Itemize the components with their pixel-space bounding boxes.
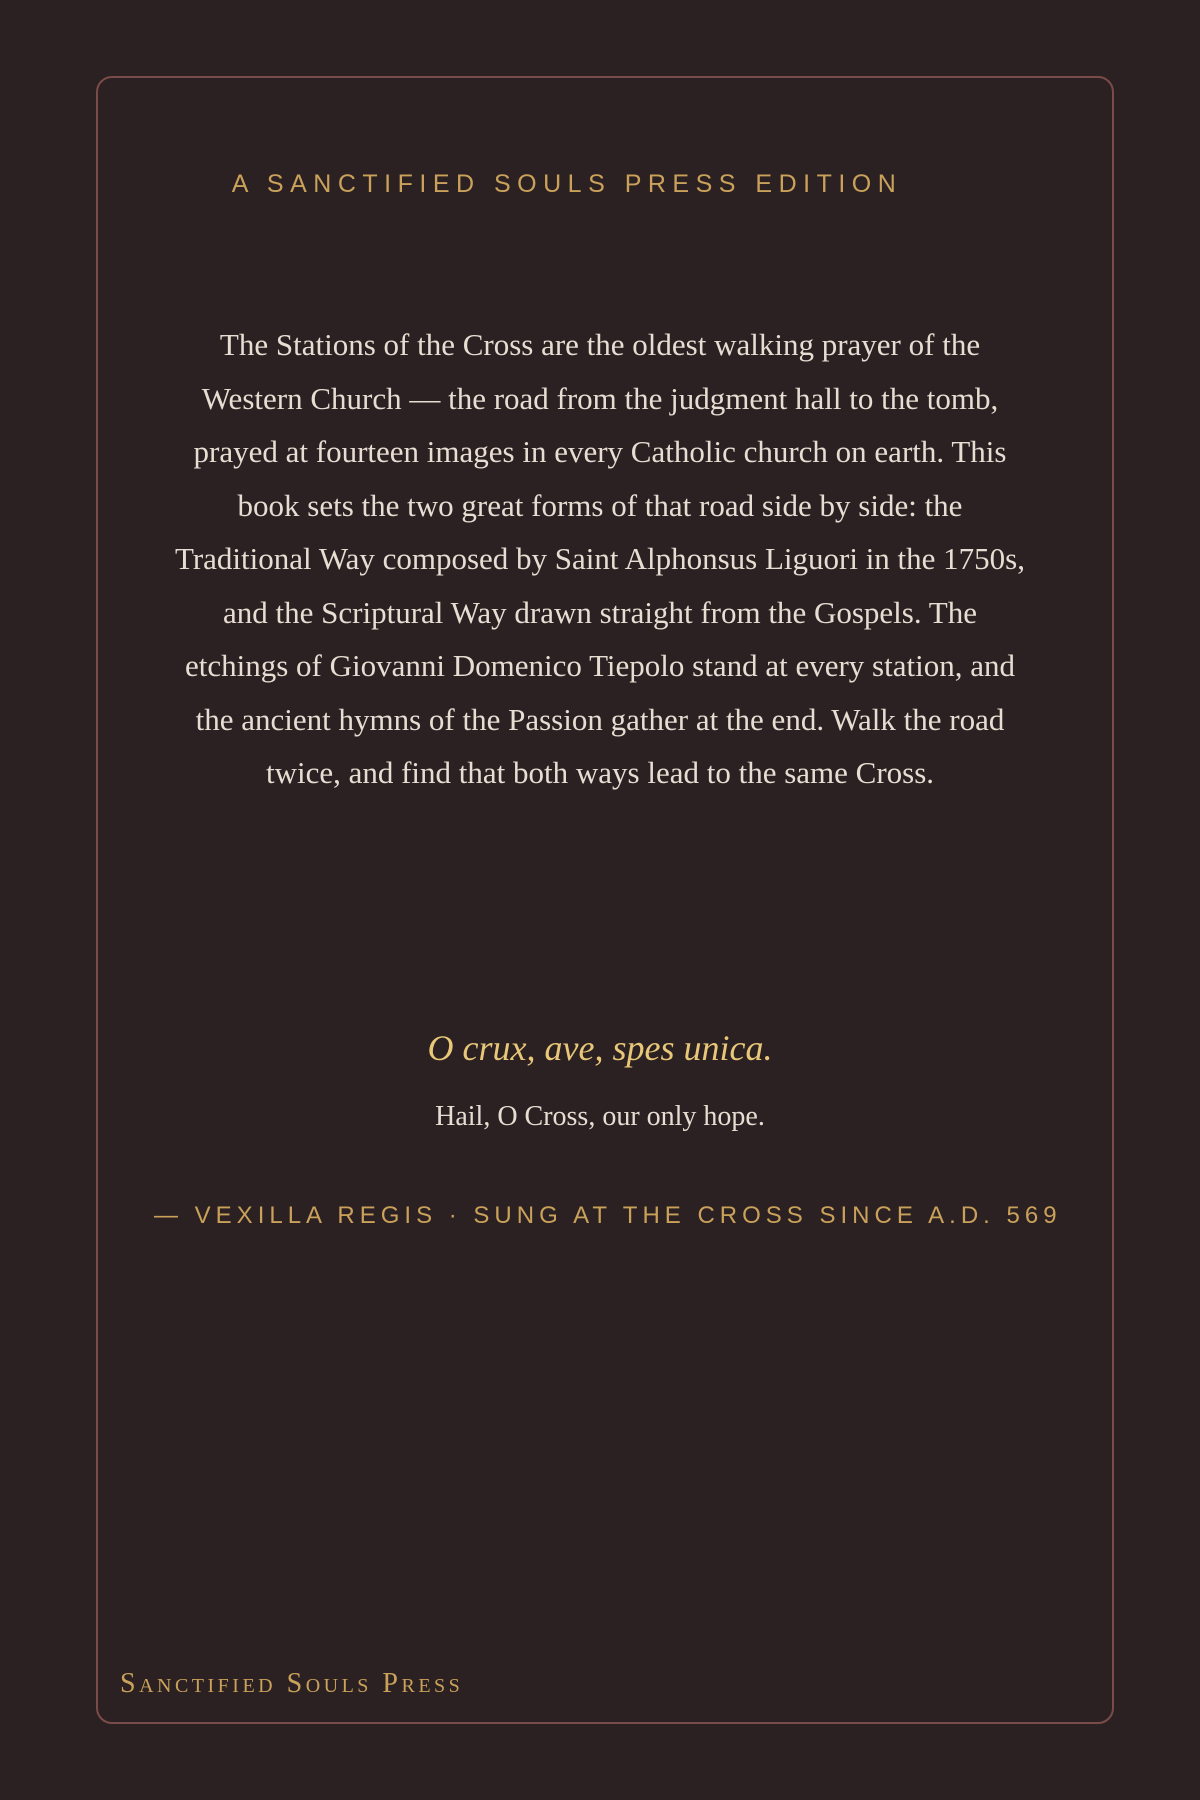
motto-translation: Hail, O Cross, our only hope. [435,1101,765,1132]
edition-line: A SANCTIFIED SOULS PRESS EDITION [231,170,903,198]
latin-motto: O crux, ave, spes unica. [427,1028,773,1068]
motto-attribution: — VEXILLA REGIS · SUNG AT THE CROSS SINCE A.D. 569 [154,1202,1062,1229]
publisher-name: Sanctified Souls Press [120,1668,464,1699]
book-description: The Stations of the Cross are the oldest walking prayer of the Western Church — the road from the judgment hall to the tomb, prayed at fourteen images in every Catholic church on earth. This book sets the two great forms of that road side by side: the Traditional Way composed by Saint Alphonsus Liguori in the 1750s, and the Scriptural Way drawn straight from the Gospels. The etchings of Giovanni Domenico Tiepolo stand at every station, and the ancient hymns of the Passion gather at the end. Walk the road twice, and find that both ways lead to the same Cross. [175,327,1025,790]
